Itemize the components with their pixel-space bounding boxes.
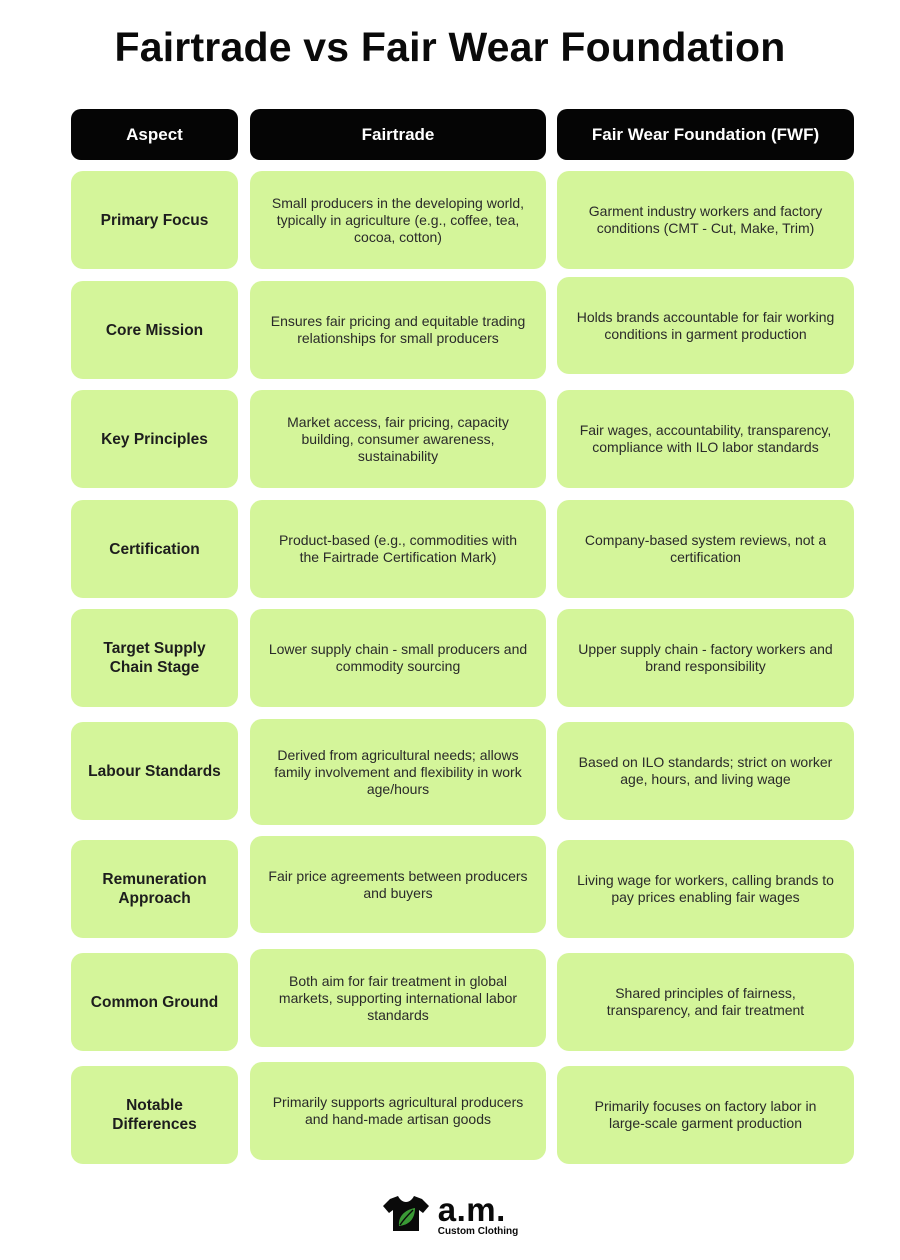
header-aspect: Aspect <box>71 109 238 160</box>
fwf-cell: Garment industry workers and factory conditions (CMT - Cut, Make, Trim) <box>557 171 854 269</box>
fwf-cell: Based on ILO standards; strict on worker age, hours, and living wage <box>557 722 854 820</box>
fairtrade-cell: Small producers in the developing world, typically in agriculture (e.g., coffee, tea, cocoa, cotton) <box>250 171 546 269</box>
fairtrade-cell: Derived from agricultural needs; allows family involvement and flexibility in work age/hours <box>250 719 546 825</box>
tshirt-leaf-icon <box>382 1193 430 1238</box>
logo-tagline: Custom Clothing <box>437 1226 519 1237</box>
fwf-cell: Living wage for workers, calling brands to pay prices enabling fair wages <box>557 840 854 938</box>
fairtrade-cell: Ensures fair pricing and equitable trading relationships for small producers <box>250 281 546 379</box>
aspect-cell: Target Supply Chain Stage <box>71 609 238 707</box>
fairtrade-cell: Primarily supports agricultural producers and hand-made artisan goods <box>250 1062 546 1160</box>
aspect-cell: Primary Focus <box>71 171 238 269</box>
fairtrade-cell: Both aim for fair treatment in global markets, supporting international labor standards <box>250 949 546 1047</box>
fairtrade-cell: Lower supply chain - small producers and commodity sourcing <box>250 609 546 707</box>
aspect-cell: Remuneration Approach <box>71 840 238 938</box>
aspect-cell: Core Mission <box>71 281 238 379</box>
header-fairtrade: Fairtrade <box>250 109 546 160</box>
footer <box>0 1190 900 1240</box>
aspect-cell: Notable Differences <box>71 1066 238 1164</box>
fairtrade-cell: Market access, fair pricing, capacity building, consumer awareness, sustainability <box>250 390 546 488</box>
fwf-cell: Primarily focuses on factory labor in large-scale garment production <box>557 1066 854 1164</box>
logo-wordmark: a.m. <box>437 1191 506 1228</box>
fairtrade-cell: Product-based (e.g., commodities with the Fairtrade Certification Mark) <box>250 500 546 598</box>
aspect-cell: Certification <box>71 500 238 598</box>
brand-logo <box>382 1193 519 1238</box>
aspect-cell: Key Principles <box>71 390 238 488</box>
page-title: Fairtrade vs Fair Wear Foundation <box>114 24 786 70</box>
aspect-cell: Labour Standards <box>71 722 238 820</box>
header-fwf: Fair Wear Foundation (FWF) <box>557 109 854 160</box>
aspect-cell: Common Ground <box>71 953 238 1051</box>
fairtrade-cell: Fair price agreements between producers and buyers <box>250 836 546 933</box>
fwf-cell: Company-based system reviews, not a certification <box>557 500 854 598</box>
fwf-cell: Upper supply chain - factory workers and brand responsibility <box>557 609 854 707</box>
fwf-cell: Fair wages, accountability, transparency, compliance with ILO labor standards <box>557 390 854 488</box>
fwf-cell: Shared principles of fairness, transparency, and fair treatment <box>557 953 854 1051</box>
fwf-cell: Holds brands accountable for fair working conditions in garment production <box>557 277 854 374</box>
